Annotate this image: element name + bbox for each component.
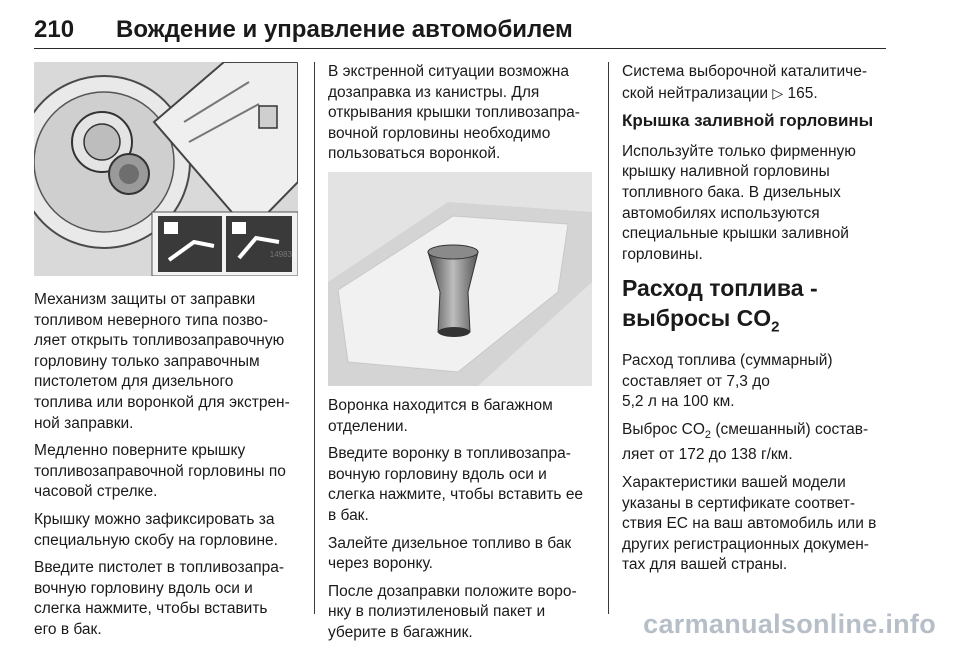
paragraph-consumption: Расход топлива (суммарный) составляет от 7,3 до 5,2 л на 100 км.: [622, 351, 833, 411]
paragraph-certificate: Характеристики вашей модели указаны в сертификате соответ- ствия ЕС на ваш автомобиль или в других регистрационных докумен- тах для вашей страны.: [622, 474, 877, 574]
column-1: [34, 62, 302, 648]
paragraph-co2-emission: Выброс $CO_2$ (смешанный) состав- ляет от 172 до 138 г/км.: [622, 420, 869, 464]
paragraph-scr-reference: Система выборочной каталитиче- ской нейтрализации ▷ 165.: [622, 63, 867, 102]
page-number: 210: [34, 16, 75, 43]
page-header: [34, 8, 886, 49]
paragraph-genuine-cap: Используйте только фирменную крышку наливной горловины топливного бака. В дизельных автомобилях используются специальные крышки заливной горловины.: [622, 142, 856, 263]
reference-arrow-icon[interactable]: ▷: [772, 84, 784, 101]
paragraph-secure-cap: Крышку можно зафиксировать за специальную скобу на горловине.: [34, 510, 278, 549]
funnel-image: [328, 172, 592, 386]
heading-filler-cap: Крышка заливной горловины: [622, 111, 874, 131]
paragraph-misfuel-protection: Механизм защиты от заправки топливом неверного типа позво- ляет открыть топливозаправочную горловину только заправочным пистолетом для дизельного топлива или воронкой для экстрен- ной заправки.: [34, 291, 290, 432]
page-reference-link[interactable]: 165.: [787, 84, 818, 102]
paragraph-funnel-location: Воронка находится в багажном отделении.: [328, 396, 553, 435]
page-title: Вождение и управление автомобилем: [116, 16, 573, 43]
column-3: [622, 62, 890, 583]
paragraph-insert-funnel: Введите воронку в топливозапра- вочную горловину вдоль оси и слегка нажмите, чтобы вставить ее в бак.: [328, 445, 584, 524]
funnel-illustration: [328, 172, 592, 386]
fuel-filler-image: [34, 62, 298, 276]
paragraph-pour-diesel: Залейте дизельное топливо в бак через воронку.: [328, 534, 572, 573]
paragraph-emergency-refuel: В экстренной ситуации возможна дозаправка из канистры. Для открывания крышки топливозапра- вочной горловины необходимо пользоваться воронкой.: [328, 63, 580, 163]
column-divider: [314, 62, 315, 614]
paragraph-store-funnel: После дозаправки положите воро- нку в полиэтиленовый пакет и уберите в багажник.: [328, 582, 577, 641]
column-2: [328, 62, 596, 651]
column-divider: [608, 62, 609, 614]
paragraph-insert-nozzle: Введите пистолет в топливозапра- вочную горловину вдоль оси и слегка нажмите, чтобы вставить его в бак.: [34, 559, 285, 638]
paragraph-turn-cap: Медленно поверните крышку топливозаправочной горловины по часовой стрелке.: [34, 442, 286, 501]
fuel-filler-illustration: [34, 62, 298, 276]
heading-fuel-consumption: Расход топлива - выбросы $CO_2$: [622, 275, 818, 336]
figure-code: 14983: [269, 250, 292, 260]
watermark[interactable]: carmanualsonline.info: [643, 609, 936, 639]
